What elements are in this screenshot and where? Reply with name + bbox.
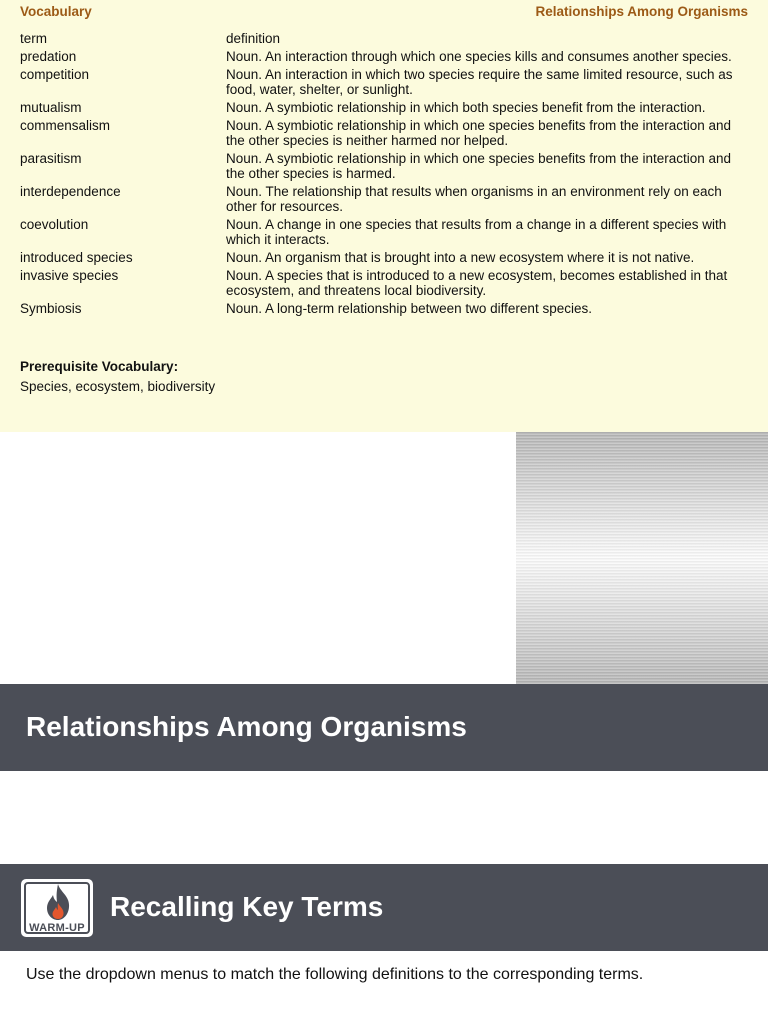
- warmup-instructions: Use the dropdown menus to match the following definitions to the corresponding terms.: [26, 966, 644, 983]
- vocabulary-definition: Noun. A symbiotic relationship in which one species benefits from the interaction and the other species is neither harmed nor helped.: [226, 118, 732, 148]
- vocabulary-panel: [0, 0, 768, 432]
- vocabulary-definition: Noun. A symbiotic relationship in which one species benefits from the interaction and the other species is harmed.: [226, 151, 732, 181]
- vocabulary-definition: Noun. An interaction in which two species require the same limited resource, such as food, water, shelter, or sunlight.: [226, 67, 733, 97]
- vocabulary-term: invasive species: [20, 268, 119, 283]
- vocabulary-definition: Noun. An interaction through which one species kills and consumes another species.: [226, 49, 732, 64]
- table-row: [20, 118, 748, 151]
- vocabulary-heading: Vocabulary: [20, 4, 92, 19]
- table-row: [20, 217, 748, 250]
- warmup-badge-label: WARM-UP: [29, 922, 85, 934]
- lesson-title-bar: [0, 684, 768, 771]
- vocabulary-table: [20, 31, 748, 319]
- table-row: [20, 151, 748, 184]
- vocabulary-term: predation: [20, 49, 77, 64]
- vocabulary-term: parasitism: [20, 151, 82, 166]
- vocabulary-term: interdependence: [20, 184, 121, 199]
- vocabulary-definition: Noun. A long-term relationship between two different species.: [226, 301, 592, 316]
- column-header-definition: definition: [226, 31, 281, 46]
- table-row: [20, 49, 748, 67]
- prerequisite-vocabulary-terms: Species, ecosystem, biodiversity: [20, 379, 216, 394]
- vocabulary-definition: Noun. An organism that is brought into a new ecosystem where it is not native.: [226, 250, 695, 265]
- flame-icon: [44, 883, 72, 921]
- prerequisite-vocabulary-title: Prerequisite Vocabulary:: [20, 359, 179, 374]
- vocabulary-term: Symbiosis: [20, 301, 82, 316]
- lesson-title: Relationships Among Organisms: [26, 711, 467, 742]
- vocabulary-term: introduced species: [20, 250, 133, 265]
- decorative-gradient-image: [516, 432, 768, 684]
- vocabulary-definition: Noun. A species that is introduced to a new ecosystem, becomes established in that ecosystem, and threatens local biodiversity.: [226, 268, 728, 298]
- warmup-title-bar: [0, 864, 768, 951]
- table-header-row: [20, 31, 748, 49]
- warmup-badge: [21, 879, 93, 937]
- vocabulary-term: commensalism: [20, 118, 111, 133]
- table-row: [20, 301, 748, 319]
- table-row: [20, 67, 748, 100]
- warmup-title: Recalling Key Terms: [110, 891, 384, 922]
- vocabulary-topic: Relationships Among Organisms: [535, 4, 748, 19]
- vocabulary-term: mutualism: [20, 100, 82, 115]
- table-row: [20, 250, 748, 268]
- table-row: [20, 100, 748, 118]
- vocabulary-definition: Noun. A change in one species that results from a change in a different species with which it interacts.: [226, 217, 727, 247]
- table-row: [20, 268, 748, 301]
- vocabulary-definition: Noun. The relationship that results when organisms in an environment rely on each other for resources.: [226, 184, 722, 214]
- column-header-term: term: [20, 31, 47, 46]
- table-row: [20, 184, 748, 217]
- vocabulary-term: competition: [20, 67, 90, 82]
- vocabulary-term: coevolution: [20, 217, 89, 232]
- vocabulary-definition: Noun. A symbiotic relationship in which both species benefit from the interaction.: [226, 100, 706, 115]
